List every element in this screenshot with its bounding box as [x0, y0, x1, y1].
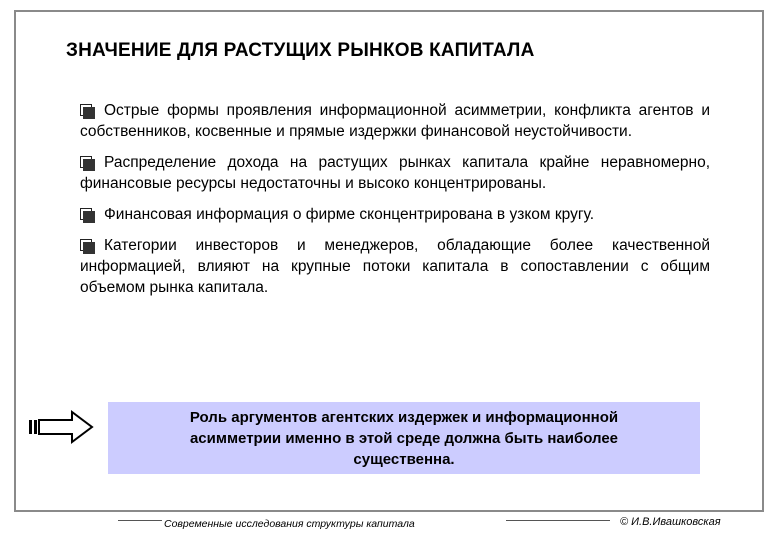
footer-divider-right [506, 520, 610, 521]
bullet-text: Финансовая информация о фирме сконцентрирована в узком кругу. [104, 206, 594, 223]
footer-divider-left [118, 520, 162, 521]
bullet-text: Распределение дохода на растущих рынках капитала крайне неравномерно, финансовые ресурсы недостаточны и высоко концентрированы. [80, 154, 710, 192]
right-arrow-icon [28, 410, 94, 444]
footer-course: Современные исследования структуры капитала [164, 518, 415, 530]
square-bullet-icon [80, 104, 92, 116]
square-bullet-icon [80, 156, 92, 168]
bullet-text: Острые формы проявления информационной асимметрии, конфликта агентов и собственников, косвенные и прямые издержки финансовой неустойчивости. [80, 102, 710, 140]
square-bullet-icon [80, 239, 92, 251]
slide-title: ЗНАЧЕНИЕ ДЛЯ РАСТУЩИХ РЫНКОВ КАПИТАЛА [66, 40, 535, 61]
bullet-item [80, 152, 710, 194]
bullet-list [80, 100, 710, 308]
callout-box [108, 402, 700, 474]
footer-author: © И.В.Ивашковская [620, 516, 721, 528]
bullet-item [80, 100, 710, 142]
square-bullet-icon [80, 208, 92, 220]
bullet-item [80, 204, 710, 225]
callout-text: Роль аргументов агентских издержек и информационной асимметрии именно в этой среде должна быть наиболее существенна. [189, 408, 619, 468]
bullet-item [80, 235, 710, 298]
bullet-text: Категории инвесторов и менеджеров, обладающие более качественной информацией, влияют на крупные потоки капитала в сопоставлении с общим объемом рынка капитала. [80, 237, 710, 296]
